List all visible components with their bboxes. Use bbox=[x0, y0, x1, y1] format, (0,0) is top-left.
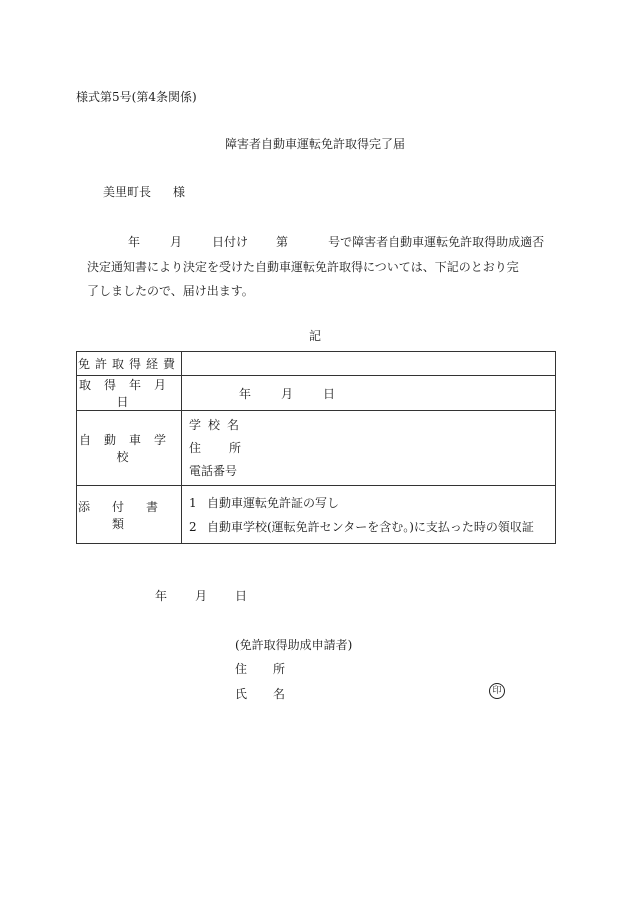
acq-day: 日 bbox=[323, 386, 336, 401]
label-license-cost: 免許取得経費 bbox=[77, 352, 182, 376]
value-attachments bbox=[182, 486, 556, 544]
body-month: 月 bbox=[170, 235, 183, 249]
document-title: 障害者自動車運転免許取得完了届 bbox=[224, 137, 405, 151]
acq-month: 月 bbox=[281, 386, 294, 401]
table-row-driving-school bbox=[77, 411, 556, 486]
applicant-address[interactable]: 住 所 bbox=[235, 662, 286, 676]
value-driving-school[interactable] bbox=[182, 411, 556, 486]
body-number-prefix: 第 bbox=[276, 235, 289, 249]
value-acquisition-date[interactable] bbox=[182, 376, 556, 411]
seal-icon: 印 bbox=[489, 683, 505, 699]
table-row-attachments bbox=[77, 486, 556, 544]
ki-heading: 記 bbox=[308, 329, 321, 343]
addressee bbox=[103, 183, 185, 200]
attachment-item: 2 自動車学校(運転免許センターを含む。)に支払った時の領収証 bbox=[189, 519, 534, 534]
table-row-license-cost bbox=[77, 352, 556, 376]
form-number: 様式第5号(第4条関係) bbox=[76, 90, 197, 104]
school-name-label: 学校名 bbox=[189, 417, 247, 432]
addressee-name: 美里町長 bbox=[103, 185, 152, 199]
school-address-label: 住 所 bbox=[189, 440, 242, 455]
body-line-1-rest: 号で障害者自動車運転免許取得助成適否 bbox=[328, 235, 545, 249]
acq-year: 年 bbox=[239, 386, 252, 401]
applicant-heading: (免許取得助成申請者) bbox=[235, 638, 353, 652]
body-line-3: 了しましたので、届け出ます。 bbox=[87, 284, 254, 298]
date-month: 月 bbox=[195, 589, 208, 603]
school-phone-label: 電話番号 bbox=[189, 463, 238, 478]
body-line-2: 決定通知書により決定を受けた自動車運転免許取得については、下記のとおり完 bbox=[87, 260, 519, 274]
addressee-honorific: 様 bbox=[173, 185, 186, 199]
body-year: 年 bbox=[128, 235, 141, 249]
date-year: 年 bbox=[155, 589, 168, 603]
submission-date[interactable] bbox=[155, 587, 247, 604]
body-dated: 日付け bbox=[212, 235, 249, 249]
body-line-1 bbox=[128, 233, 544, 250]
date-day: 日 bbox=[235, 589, 248, 603]
label-acquisition-date: 取得年月日 bbox=[77, 376, 182, 411]
value-license-cost[interactable] bbox=[182, 352, 556, 376]
label-driving-school: 自動車学校 bbox=[77, 411, 182, 486]
attachment-item: 1 自動車運転免許証の写し bbox=[189, 495, 340, 510]
details-table bbox=[76, 351, 556, 544]
applicant-name[interactable]: 氏 名 bbox=[235, 687, 286, 701]
table-row-acquisition-date bbox=[77, 376, 556, 411]
label-attachments: 添付書類 bbox=[77, 486, 182, 544]
